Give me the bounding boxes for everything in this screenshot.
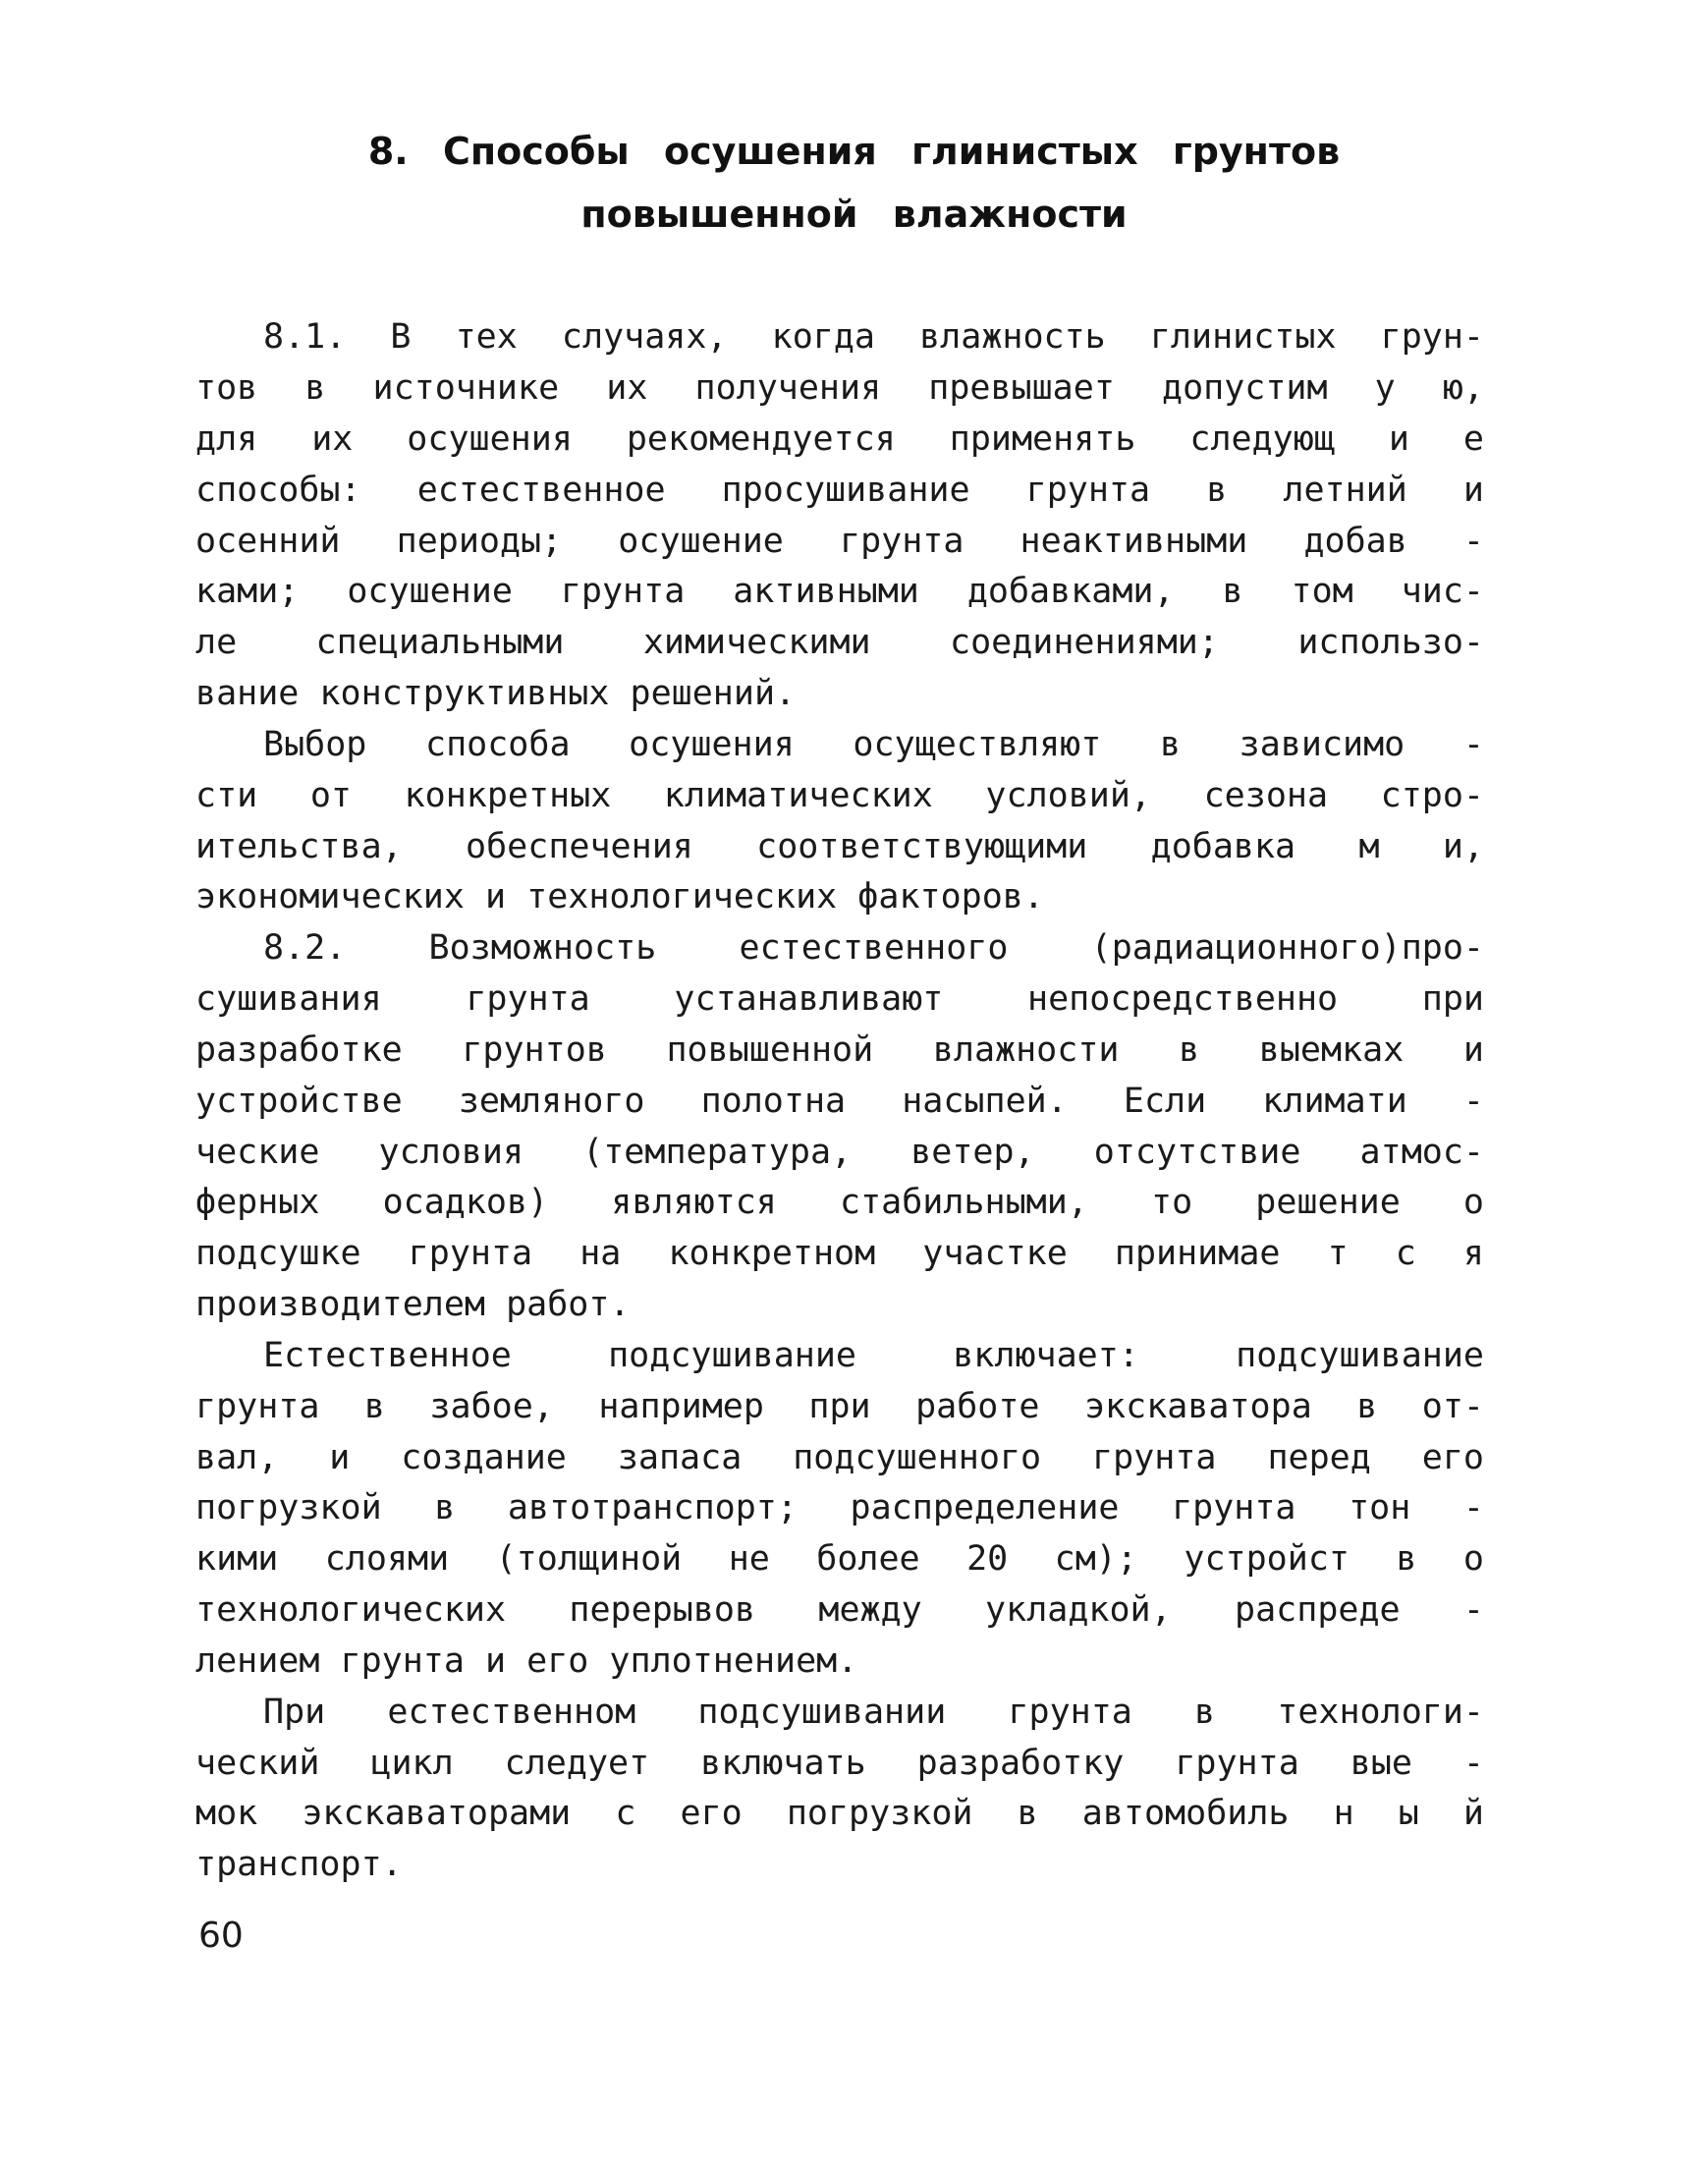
text-line: лением грунта и его уплотнением. bbox=[195, 1641, 858, 1681]
text-line: вание конструктивных решений. bbox=[195, 674, 797, 713]
text-line: разработке грунтов повышенной влажности в выемках и bbox=[195, 1030, 1484, 1070]
text-line: подсушке грунта на конкретном участке принимае т с я bbox=[195, 1234, 1484, 1273]
text-line: вал, и создание запаса подсушенного грунта перед его bbox=[195, 1438, 1484, 1477]
text-line: производителем работ. bbox=[195, 1285, 631, 1324]
section-heading-line-2: повышенной влажности bbox=[580, 193, 1128, 236]
text-line: сушивания грунта устанавливают непосредственно при bbox=[195, 979, 1484, 1019]
text-line: При естественном подсушивании грунта в технологи- bbox=[263, 1693, 1484, 1732]
section-heading-line-1: 8. Способы осушения глинистых грунтов bbox=[367, 130, 1341, 173]
text-line: ческий цикл следует включать разработку грунта вые - bbox=[195, 1744, 1484, 1783]
text-line: 8.1. В тех случаях, когда влажность глинистых грун- bbox=[263, 317, 1484, 357]
page-number: 60 bbox=[198, 1916, 244, 1956]
text-line: ферных осадков) являются стабильными, то решение о bbox=[195, 1183, 1484, 1222]
text-line: для их осушения рекомендуется применять следующ и е bbox=[195, 419, 1484, 459]
text-line: технологических перерывов между укладкой, распреде - bbox=[195, 1590, 1484, 1630]
text-line: кими слоями (толщиной не более 20 см); устройст в о bbox=[195, 1539, 1484, 1579]
text-line: Естественное подсушивание включает: подсушивание bbox=[263, 1336, 1484, 1375]
text-line: экономических и технологических факторов. bbox=[195, 877, 1044, 916]
text-line: тов в источнике их получения превышает допустим у ю, bbox=[195, 368, 1484, 408]
text-line: транспорт. bbox=[195, 1845, 403, 1884]
text-line: Выбор способа осушения осуществляют в зависимо - bbox=[263, 725, 1484, 764]
text-line: ками; осушение грунта активными добавками, в том чис- bbox=[195, 572, 1484, 611]
text-line: погрузкой в автотранспорт; распределение грунта тон - bbox=[195, 1488, 1484, 1527]
text-line: мок экскаваторами с его погрузкой в автомобиль н ы й bbox=[195, 1794, 1484, 1833]
text-line: сти от конкретных климатических условий, сезона стро- bbox=[195, 776, 1484, 815]
text-line: ческие условия (температура, ветер, отсутствие атмос- bbox=[195, 1133, 1484, 1172]
text-line: грунта в забое, например при работе экскаватора в от- bbox=[195, 1387, 1484, 1426]
text-line: способы: естественное просушивание грунта в летний и bbox=[195, 471, 1484, 510]
text-line: 8.2. Возможность естественного (радиационного)про- bbox=[263, 928, 1484, 968]
text-line: устройстве земляного полотна насыпей. Если климати - bbox=[195, 1082, 1484, 1121]
text-line: ле специальными химическими соединениями; использо- bbox=[195, 623, 1484, 662]
text-line: ительства, обеспечения соответствующими добавка м и, bbox=[195, 827, 1484, 866]
text-line: осенний периоды; осушение грунта неактивными добав - bbox=[195, 522, 1484, 561]
